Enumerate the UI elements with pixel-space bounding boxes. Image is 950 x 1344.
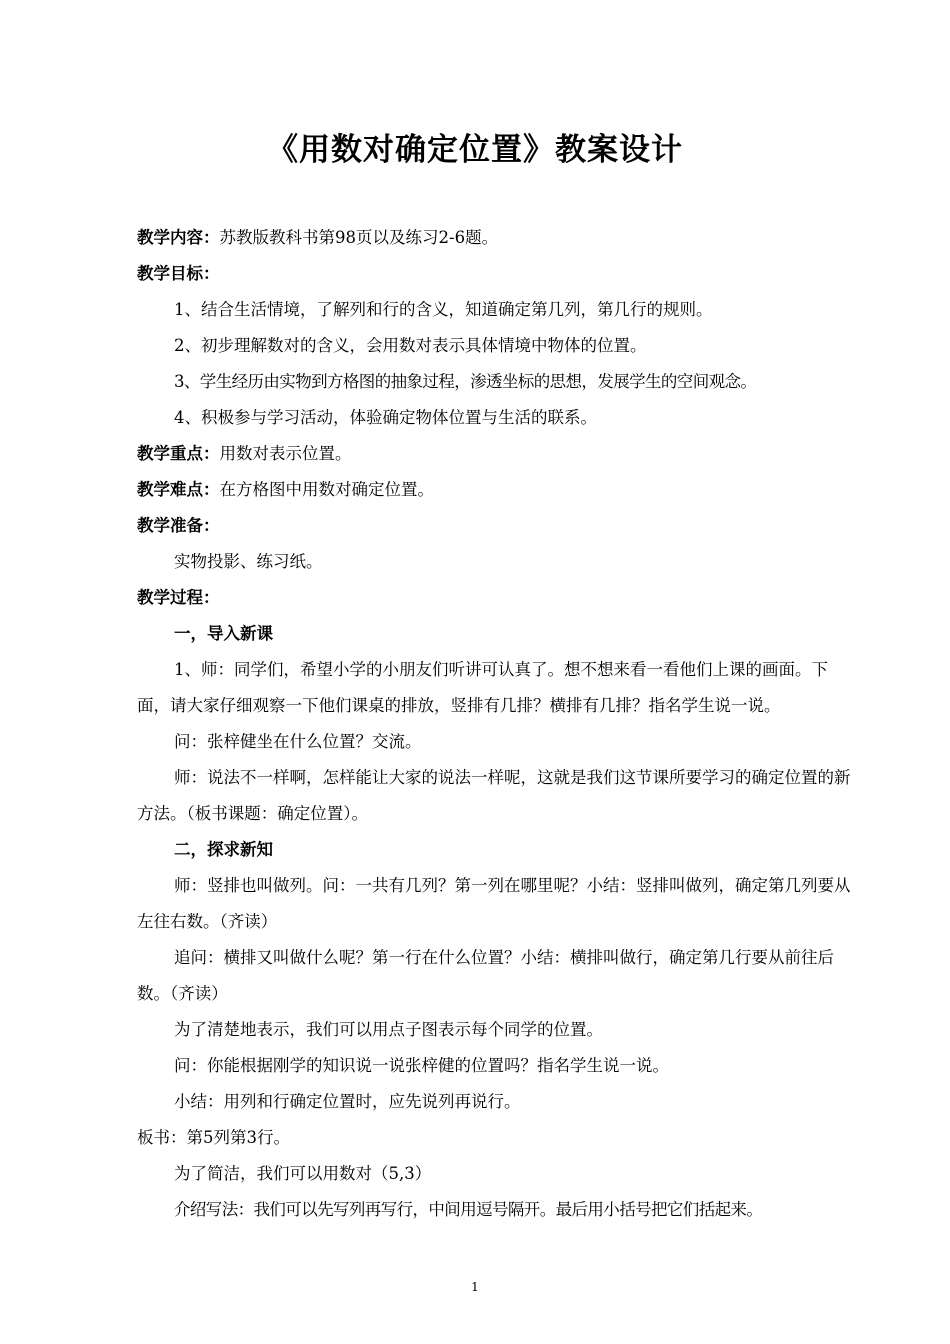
process-line: [137, 580, 857, 616]
preparation-line: [137, 508, 857, 544]
label-key-point: 教学重点：: [137, 444, 220, 463]
teaching-goals-line: [137, 256, 857, 292]
preparation-text: 实物投影、练习纸。: [174, 552, 323, 571]
goal-item: 2、初步理解数对的含义，会用数对表示具体情境中物体的位置。: [174, 336, 647, 355]
goal-item: 1、结合生活情境，了解列和行的含义，知道确定第几列，第几行的规则。: [174, 300, 713, 319]
paragraph: 追问：横排又叫做什么呢？第一行在什么位置？小结：横排叫做行，确定第几行要从前往后数。（齐读）: [137, 948, 834, 1003]
paragraph: 问：张梓健坐在什么位置？交流。: [174, 732, 422, 751]
goal-item: 4、积极参与学习活动，体验确定物体位置与生活的联系。: [174, 408, 597, 427]
label-teaching-content: 教学内容：: [137, 228, 220, 247]
paragraph: 介绍写法：我们可以先写列再写行，中间用逗号隔开。最后用小括号把它们括起来。: [174, 1200, 763, 1219]
section-heading: 二，探求新知: [174, 840, 273, 859]
difficulty-line: [137, 472, 857, 508]
document-body: [137, 220, 857, 1228]
text-teaching-content: 苏教版教科书第98页以及练习2-6题。: [219, 228, 499, 247]
document-title: 《用数对确定位置》教案设计: [267, 132, 683, 168]
text-key-point: 用数对表示位置。: [219, 444, 352, 463]
key-point-line: [137, 436, 857, 472]
paragraph: 师：说法不一样啊，怎样能让大家的说法一样呢，这就是我们这节课所要学习的确定位置的新方法。（板书课题：确定位置）。: [137, 768, 851, 823]
label-teaching-goals: 教学目标：: [137, 264, 220, 283]
paragraph: 为了简洁，我们可以用数对（5,3）: [174, 1164, 432, 1183]
goal-item: 3、学生经历由实物到方格图的抽象过程，渗透坐标的思想，发展学生的空间观念。: [174, 372, 757, 391]
paragraph: 1、师：同学们，希望小学的小朋友们听讲可认真了。想不想来看一看他们上课的画面。下面，请大家仔细观察一下他们课桌的排放，竖排有几排？横排有几排？指名学生说一说。: [137, 660, 828, 715]
page-number: 1: [471, 1280, 479, 1294]
paragraph: 为了清楚地表示，我们可以用点子图表示每个同学的位置。: [174, 1020, 603, 1039]
label-difficulty: 教学难点：: [137, 480, 220, 499]
paragraph: 板书：第5列第3行。: [137, 1128, 290, 1147]
section-heading: 一，导入新课: [174, 624, 273, 643]
paragraph: 师：竖排也叫做列。问：一共有几列？第一列在哪里呢？小结：竖排叫做列，确定第几列要从左往右数。（齐读）: [137, 876, 851, 931]
text-difficulty: 在方格图中用数对确定位置。: [219, 480, 434, 499]
paragraph: 问：你能根据刚学的知识说一说张梓健的位置吗？指名学生说一说。: [174, 1056, 669, 1075]
label-preparation: 教学准备：: [137, 516, 220, 535]
label-process: 教学过程：: [137, 588, 220, 607]
paragraph: 小结：用列和行确定位置时，应先说列再说行。: [174, 1092, 521, 1111]
teaching-content-line: [137, 220, 857, 256]
